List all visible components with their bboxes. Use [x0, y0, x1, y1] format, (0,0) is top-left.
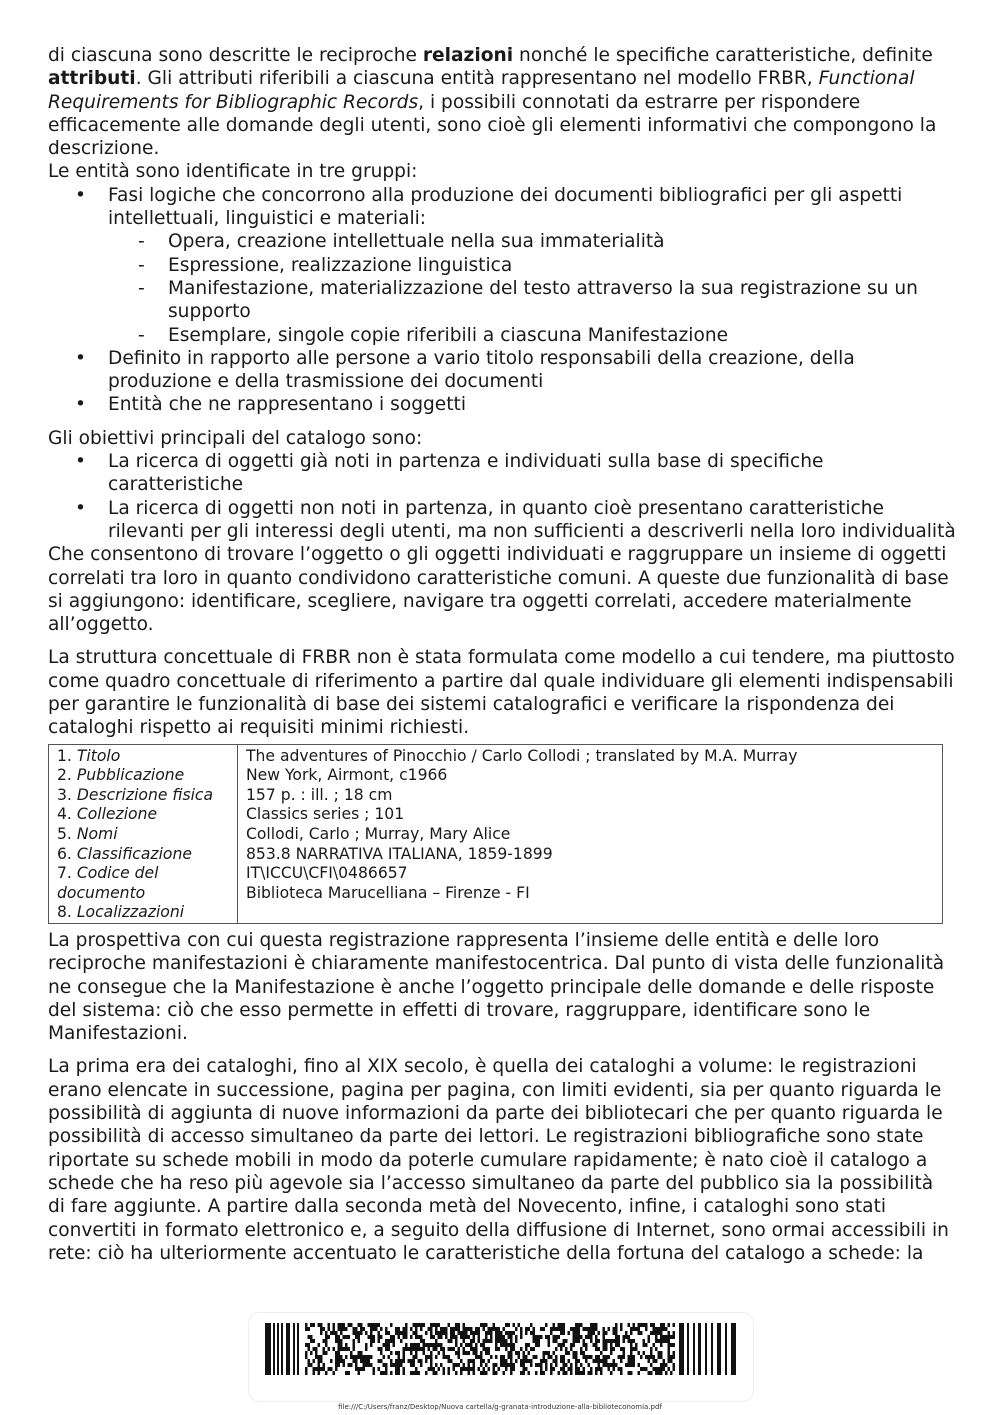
catalog-history-paragraph: La prima era dei cataloghi, fino al XIX secolo, è quella dei cataloghi a volume: le registrazioni erano elencate in successione, pagina per pagina, con limiti evidenti, sia per quanto riguarda le possibilità di aggiunta di nuove informazioni da parte dei bibliotecari che per quanto riguarda le possibilità di accesso simultaneo da parte dei lettori. Le registrazioni bibliografiche sono state riportate su schede mobili in modo da poterle cumulare rapidamente; è nato cioè il catalogo a schede che ha reso più agevole sia l’accesso simultaneo da parte del pubblico sia la possibilità di fare aggiunte. A partire dalla seconda metà del Novecento, infine, i cataloghi sono stati convertiti in formato elettronico e, a seguito della diffusione di Internet, sono ormai accessibili in rete: ciò ha ulteriormente accentuato le caratteristiche della fortuna del catalogo a schede: la: [48, 1056, 949, 1264]
record-label: 2. Pubblicazione: [57, 766, 185, 785]
list-item: • Definito in rapporto alle persone a vario titolo responsabili della creazione, della produzione e della trasmissione dei documenti: [48, 347, 956, 394]
record-value: 853.8 NARRATIVA ITALIANA, 1859-1899: [246, 844, 553, 863]
record-label: 8. Localizzazioni: [57, 903, 185, 922]
file-path-footer: file:///C:/Users/franz/Desktop/Nuova cartella/g-granata-introduzione-alla-biblioteconomia.pdf: [338, 1403, 662, 1411]
list-item: • La ricerca di oggetti non noti in partenza, in quanto cioè presentano caratteristiche rilevanti per gli interessi degli utenti, ma non sufficienti a descriverli nella loro individualità: [48, 497, 956, 544]
list-item: - Espressione, realizzazione linguistica: [108, 254, 956, 277]
list-item: • La ricerca di oggetti già noti in partenza e individuati sulla base di specifiche caratteristiche: [48, 450, 956, 497]
record-value: The adventures of Pinocchio / Carlo Collodi ; translated by M.A. Murray: [246, 746, 798, 765]
2d-barcode: [265, 1323, 737, 1375]
group1-sublist: [108, 230, 956, 346]
bibliographic-record-table: [48, 744, 943, 924]
record-value: Biblioteca Marucelliana – Firenze - FI: [246, 883, 530, 902]
document-page: [48, 44, 956, 1265]
objectives-list: [48, 450, 956, 543]
groups-heading: Le entità sono identificate in tre gruppi:: [48, 161, 418, 183]
record-value: IT\ICCU\CFI\0486657: [246, 864, 408, 883]
entity-groups-list: [48, 184, 956, 417]
manifestation-paragraph: La prospettiva con cui questa registrazione rappresenta l’insieme delle entità e delle loro reciproche manifestazioni è chiaramente manifestocentrica. Dal punto di vista delle funzionalità ne consegue che la Manifestazione è anche l’oggetto principale delle domande e delle risposte del sistema: ciò che esso permette in effetti di trovare, raggruppare, identificare sono le Manifestazioni.: [48, 929, 945, 1045]
list-item: - Opera, creazione intellettuale nella sua immaterialità: [108, 230, 956, 253]
record-value: 157 p. : ill. ; 18 cm: [246, 785, 393, 804]
functions-paragraph: Che consentono di trovare l’oggetto o gli oggetti individuati e raggruppare un insieme di oggetti correlati tra loro in quanto condividono caratteristiche comuni. A queste due funzionalità di base si aggiungono: identificare, scegliere, navigare tra oggetti correlati, accedere materialmente all’oggetto.: [48, 544, 949, 636]
record-values-column: [238, 744, 943, 923]
italic-frbr-title: Functional Requirements for Bibliographic Records: [48, 68, 915, 113]
list-item: • Entità che ne rappresentano i soggetti: [48, 393, 956, 416]
bold-attributi: attributi: [48, 68, 136, 90]
record-value: Classics series ; 101: [246, 805, 405, 824]
record-labels-column: [49, 744, 238, 923]
list-item: - Manifestazione, materializzazione del testo attraverso la sua registrazione su un supporto: [108, 277, 956, 324]
list-item: - Esemplare, singole copie riferibili a ciascuna Manifestazione: [108, 324, 956, 347]
barcode-frame: [248, 1312, 754, 1402]
frbr-structure-paragraph: La struttura concettuale di FRBR non è stata formulata come modello a cui tendere, ma piuttosto come quadro concettuale di riferimento a partire dal quale individuare gli elementi indispensabili per garantire le funzionalità di base dei sistemi catalografici e verificare la rispondenza dei cataloghi rispetto ai requisiti minimi richiesti.: [48, 647, 955, 739]
record-value: New York, Airmont, c1966: [246, 766, 448, 785]
record-label: 3. Descrizione fisica: [57, 785, 214, 804]
intro-paragraph: di ciascuna sono descritte le reciproche relazioni nonché le specifiche caratteristiche, definite attributi. Gli attributi riferibili a ciascuna entità rappresentano nel modello FRBR, Functional Requirements for Bibliographic Records, i possibili connotati da estrarre per rispondere efficacemente alle domande degli utenti, sono cioè gli elementi informativi che compongono la descrizione.: [48, 45, 937, 160]
record-label: 7. Codice del documento: [57, 864, 159, 902]
bold-relazioni: relazioni: [422, 45, 514, 66]
list-item: • Fasi logiche che concorrono alla produzione dei documenti bibliografici per gli aspetti intellettuali, linguistici e materiali: - Opera, creazione intellettuale nella sua immaterialità - Espressione, realizzazione linguistica - Manifestazione, materializzazione del testo attraverso la sua registrazione su un supporto - Esemplare, singole copie riferibili a ciascuna Manifestazione: [48, 184, 956, 347]
record-label: 5. Nomi: [57, 824, 118, 843]
record-label: 1. Titolo: [57, 746, 121, 765]
objectives-heading: Gli obiettivi principali del catalogo sono:: [48, 427, 423, 449]
record-label: 4. Collezione: [57, 805, 158, 824]
record-value: Collodi, Carlo ; Murray, Mary Alice: [246, 824, 511, 843]
record-label: 6. Classificazione: [57, 844, 192, 863]
